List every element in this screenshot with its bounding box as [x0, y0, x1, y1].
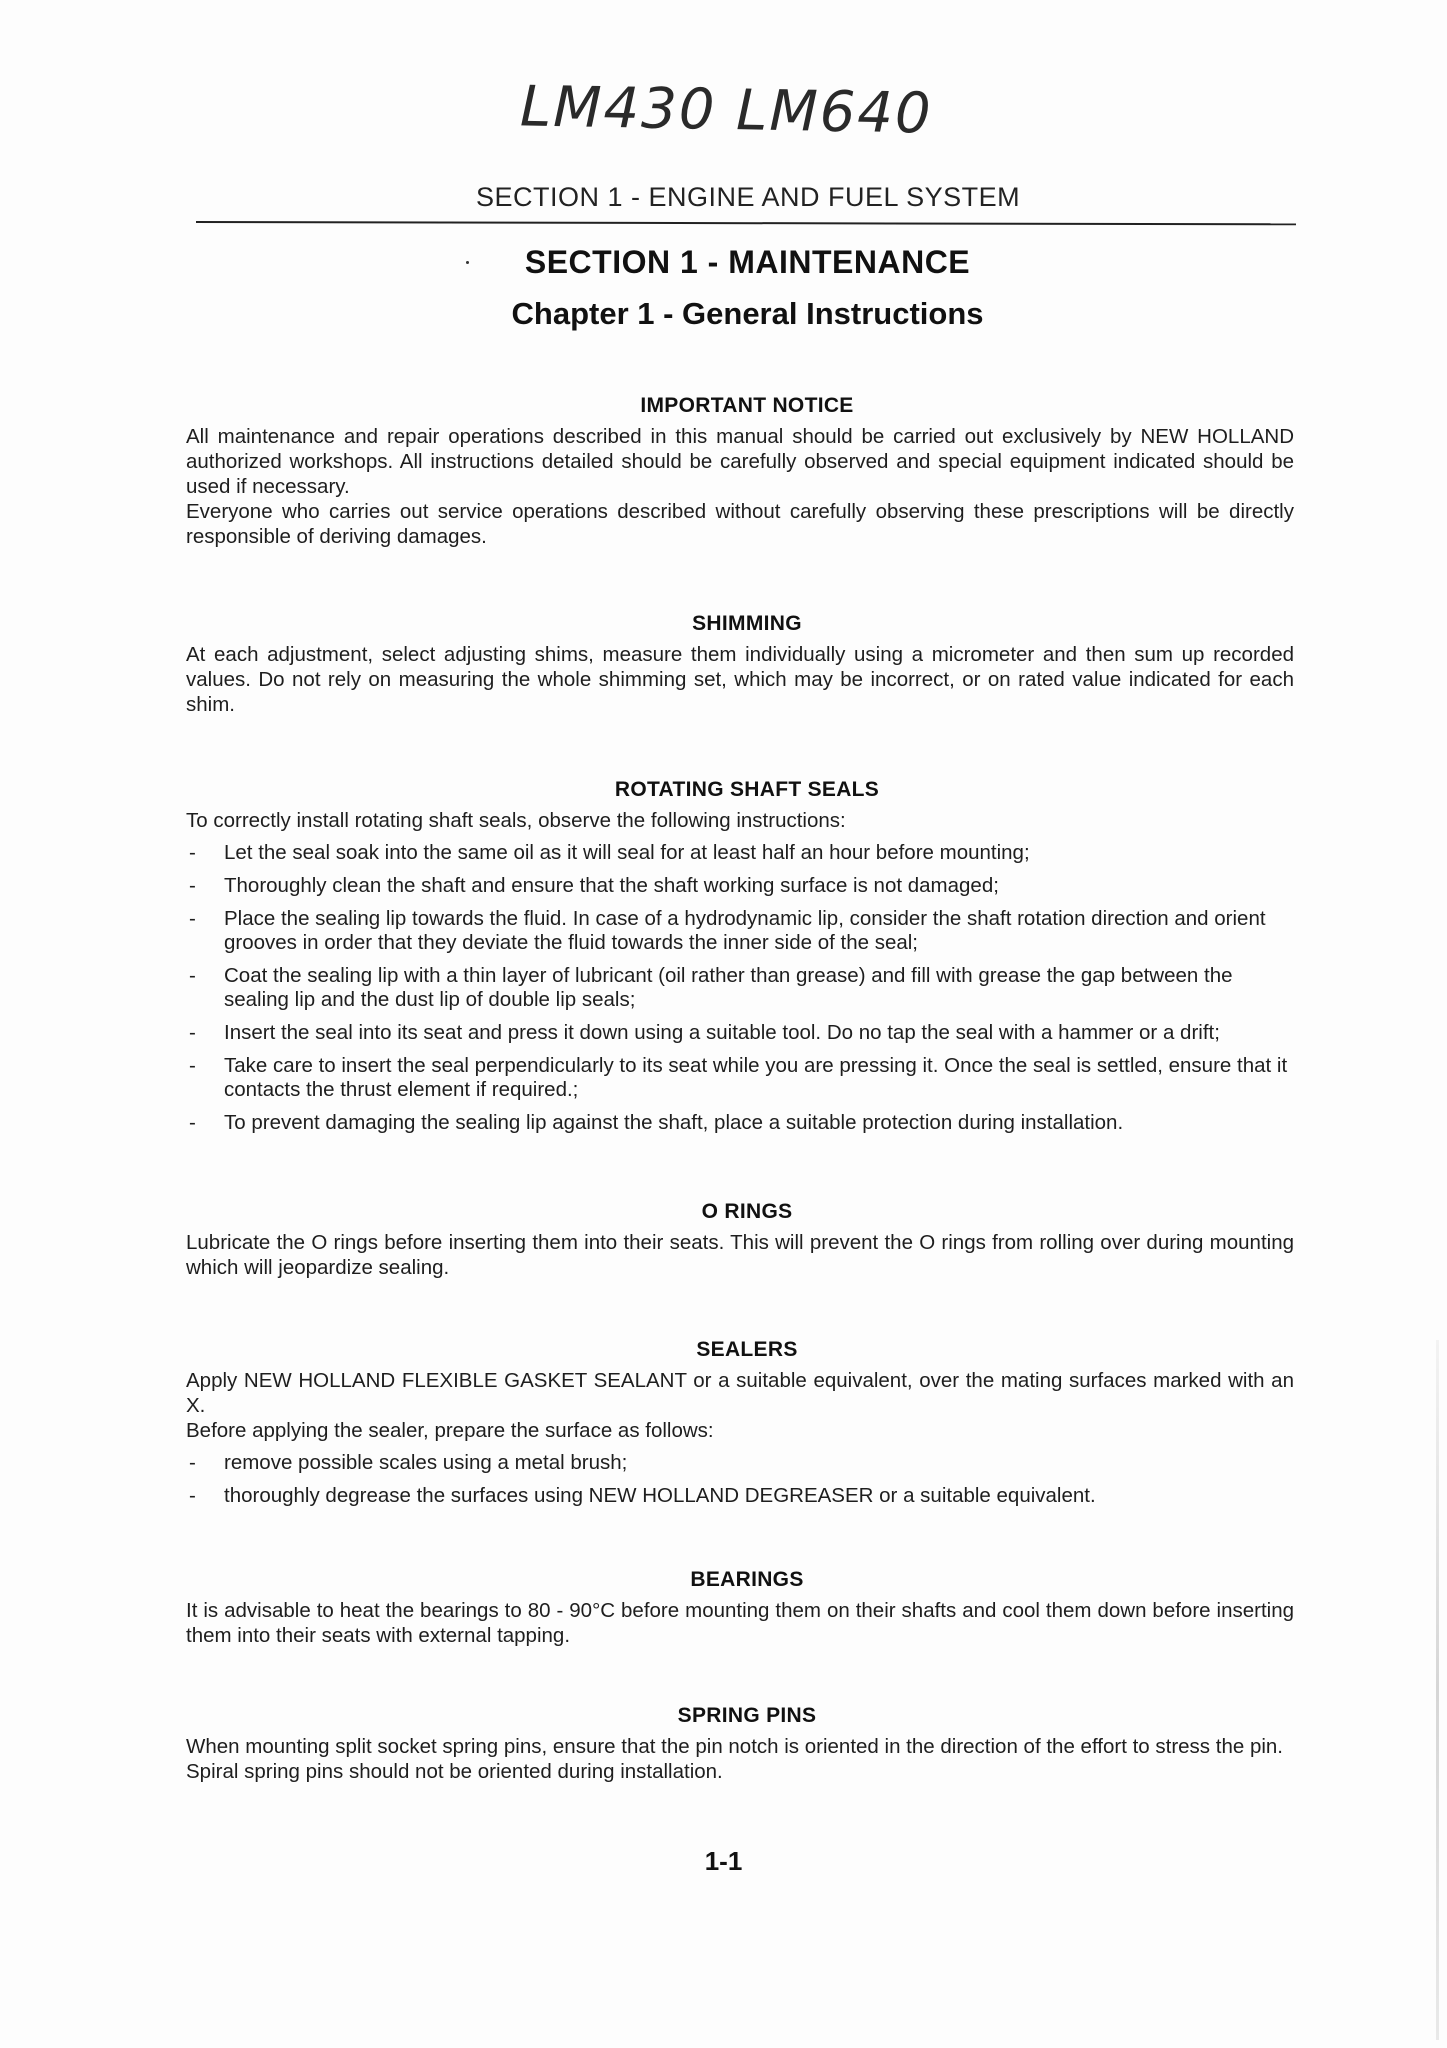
paragraph: At each adjustment, select adjusting shims, measure them individually using a micrometer and then sum up recorded values. Do not rely on measuring the whole shimming set, which may be incorrect, or on rated value indicated for each shim. — [186, 643, 1294, 716]
section-spring-pins — [186, 1704, 1294, 1784]
header-rule — [196, 221, 1296, 225]
list-item: - thoroughly degrease the surfaces using NEW HOLLAND DEGREASER or a suitable equivalent. — [189, 1484, 1096, 1507]
section-heading: O RINGS — [701, 1200, 793, 1223]
running-head: SECTION 1 - ENGINE AND FUEL SYSTEM — [476, 182, 1021, 212]
section-o-rings — [186, 1200, 1294, 1280]
section-bearings — [186, 1568, 1294, 1648]
page-number: 1-1 — [704, 1846, 743, 1876]
section-heading: ROTATING SHAFT SEALS — [614, 778, 880, 801]
chapter-title: Chapter 1 - General Instructions — [511, 296, 984, 331]
paragraph: Spiral spring pins should not be oriented during installation. — [186, 1760, 723, 1783]
list-item: - remove possible scales using a metal brush; — [189, 1451, 628, 1474]
paragraph: Before applying the sealer, prepare the surface as follows: — [186, 1419, 714, 1442]
handwritten-model-note: LM430 LM640 — [519, 74, 934, 147]
section-heading: SHIMMING — [692, 612, 802, 635]
list-item: - Insert the seal into its seat and press it down using a suitable tool. Do no tap the seal with a hammer or a drift; — [189, 1021, 1220, 1044]
section-heading: SPRING PINS — [677, 1704, 817, 1727]
section-heading: SEALERS — [696, 1338, 798, 1361]
bullet-list — [186, 841, 1294, 1135]
paragraph: Apply NEW HOLLAND FLEXIBLE GASKET SEALANT or a suitable equivalent, over the mating surfaces marked with an X. — [186, 1369, 1294, 1417]
section-sealers — [186, 1338, 1294, 1517]
main-title: SECTION 1 - MAINTENANCE — [524, 244, 971, 280]
section-rotating-shaft-seals — [186, 778, 1294, 1144]
bullet-list — [186, 1451, 1294, 1508]
list-item: - Let the seal soak into the same oil as it will seal for at least half an hour before mounting; — [189, 841, 1030, 864]
paragraph: To correctly install rotating shaft seals, observe the following instructions: — [186, 809, 846, 832]
paragraph: Everyone who carries out service operations described without carefully observing these prescriptions will be directly responsible of deriving damages. — [186, 500, 1294, 548]
section-heading: IMPORTANT NOTICE — [640, 394, 854, 417]
list-item: - Coat the sealing lip with a thin layer of lubricant (oil rather than grease) and fill with grease the gap between the sealing lip and the dust lip of double lip seals; — [189, 964, 1233, 1011]
paragraph: When mounting split socket spring pins, ensure that the pin notch is oriented in the direction of the effort to stress the pin. — [186, 1735, 1283, 1758]
paragraph: It is advisable to heat the bearings to 80 - 90°C before mounting them on their shafts and cool them down before inserting them into their seats with external tapping. — [186, 1599, 1294, 1647]
list-item: - Thoroughly clean the shaft and ensure that the shaft working surface is not damaged; — [189, 874, 999, 897]
section-important-notice — [186, 394, 1294, 549]
list-item: - Place the sealing lip towards the fluid. In case of a hydrodynamic lip, consider the shaft rotation direction and orient grooves in order that they deviate the fluid towards the inner side of the seal; — [189, 907, 1266, 954]
section-heading: BEARINGS — [690, 1568, 804, 1591]
scan-edge-shadow — [1436, 1340, 1439, 2040]
list-item: - To prevent damaging the sealing lip against the shaft, place a suitable protection during installation. — [189, 1111, 1124, 1134]
paragraph: All maintenance and repair operations described in this manual should be carried out exclusively by NEW HOLLAND authorized workshops. All instructions detailed should be carefully observed and special equipment indicated should be used if necessary. — [186, 425, 1294, 498]
list-item: - Take care to insert the seal perpendicularly to its seat while you are pressing it. Once the seal is settled, ensure that it contacts the thrust element if required.; — [189, 1054, 1288, 1101]
section-shimming — [186, 612, 1294, 717]
paragraph: Lubricate the O rings before inserting them into their seats. This will prevent the O rings from rolling over during mounting which will jeopardize sealing. — [186, 1231, 1294, 1279]
